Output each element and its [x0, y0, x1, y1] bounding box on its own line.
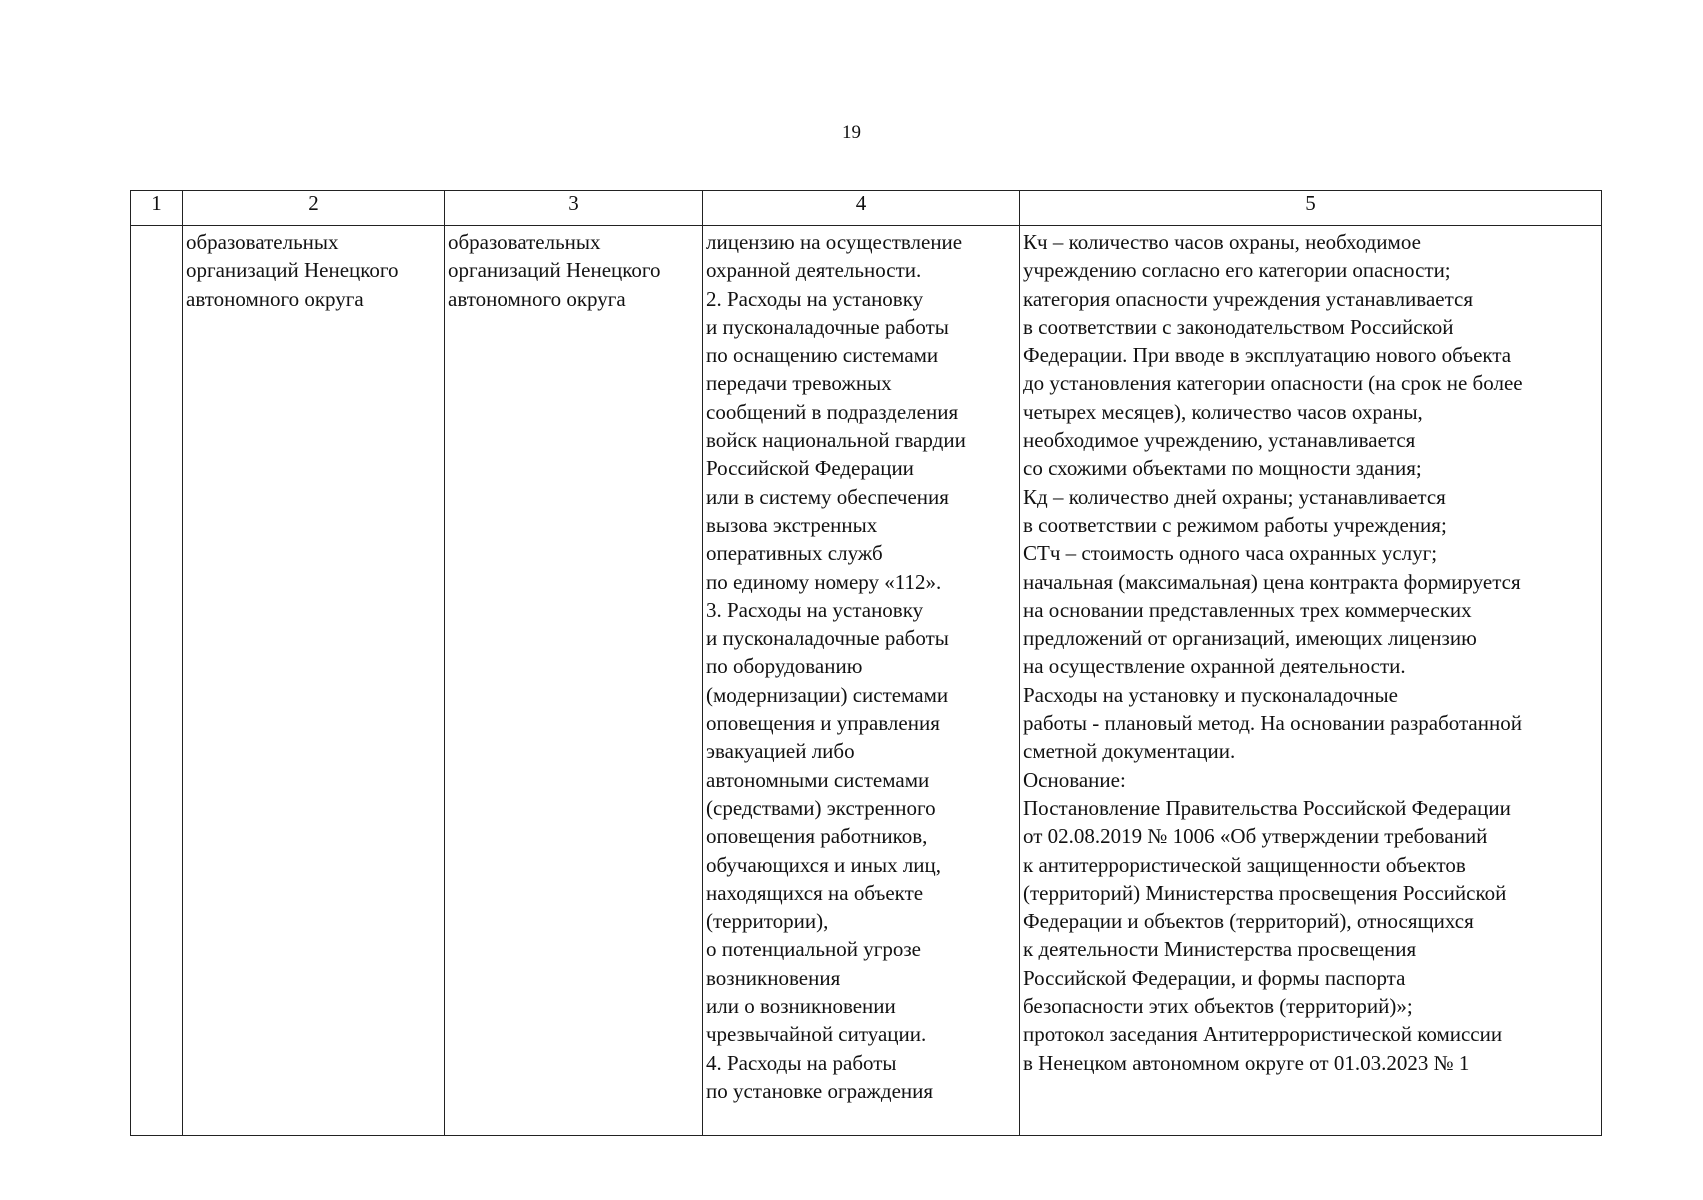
cell-text-line: СТч – стоимость одного часа охранных услуг; — [1023, 541, 1438, 566]
cell-text-line: Расходы на установку и пусконаладочные — [1023, 682, 1398, 707]
cell-text-line: безопасности этих объектов (территорий)»; — [1023, 994, 1413, 1019]
cell-text-line: передачи тревожных — [706, 371, 892, 396]
cell-text-line: или о возникновении — [706, 994, 896, 1019]
cell-text-line: сметной документации. — [1023, 739, 1236, 764]
column-header-2: 2 — [183, 191, 445, 226]
cell-text-line: организаций Ненецкого — [448, 258, 661, 283]
cell-text-line: к антитеррористической защищенности объектов — [1023, 852, 1466, 877]
cell-text-line: и пусконаладочные работы — [706, 626, 949, 651]
cell-text-line: оповещения и управления — [706, 711, 940, 736]
cell-text-line: протокол заседания Антитеррористической комиссии — [1023, 1022, 1503, 1047]
cell-text-line: оповещения работников, — [706, 824, 928, 849]
cell-text-line: начальная (максимальная) цена контракта формируется — [1023, 569, 1521, 594]
cell-text-line: организаций Ненецкого — [186, 258, 399, 283]
cell-text-line: учреждению согласно его категории опасности; — [1023, 258, 1451, 283]
table-header-row — [131, 191, 1602, 226]
cell-text-line: образовательных — [448, 230, 601, 254]
table-cell-col-1 — [131, 226, 183, 1136]
cell-text-line: Постановление Правительства Российской Федерации — [1023, 795, 1511, 820]
cell-text-line: в Ненецком автономном округе от 01.03.2023 № 1 — [1023, 1050, 1470, 1075]
cell-text-line: автономными системами — [706, 767, 930, 792]
cell-text-line: (средствами) экстренного — [706, 795, 936, 820]
cell-text-line: образовательных — [186, 230, 339, 254]
cell-text-line: и пусконаладочные работы — [706, 314, 949, 339]
cell-text-line: от 02.08.2019 № 1006 «Об утверждении требований — [1023, 824, 1488, 849]
cell-text-line: вызова экстренных — [706, 512, 878, 537]
cell-text-line: Кд – количество дней охраны; устанавливается — [1023, 484, 1446, 509]
cell-text-line: обучающихся и иных лиц, — [706, 852, 942, 877]
cell-text-line: четырех месяцев), количество часов охраны, — [1023, 399, 1423, 424]
cell-text-line: по оснащению системами — [706, 343, 939, 368]
cell-text-line: Российской Федерации, и формы паспорта — [1023, 965, 1406, 990]
cell-text-line: или в систему обеспечения — [706, 484, 949, 509]
cell-text-line: Федерации. При вводе в эксплуатацию нового объекта — [1023, 343, 1512, 368]
cell-text-line: в соответствии с режимом работы учреждения; — [1023, 512, 1447, 537]
cell-text-line: на осуществление охранной деятельности. — [1023, 654, 1406, 679]
column-header-4: 4 — [703, 191, 1020, 226]
column-header-3: 3 — [445, 191, 703, 226]
document-table — [130, 190, 1602, 1136]
cell-text-line: Российской Федерации — [706, 456, 914, 481]
cell-text-line: (территорий) Министерства просвещения Российской — [1023, 880, 1507, 905]
cell-text-line: автономного округа — [448, 286, 626, 311]
cell-text-line: по единому номеру «112». — [706, 569, 942, 594]
cell-text-line: до установления категории опасности (на срок не более — [1023, 371, 1523, 396]
table-row — [131, 226, 1602, 1136]
table-cell-col-3 — [445, 226, 703, 1136]
cell-text-line: охранной деятельности. — [706, 258, 922, 283]
page-number: 19 — [842, 122, 861, 143]
cell-text-line: эвакуацией либо — [706, 739, 855, 764]
cell-text-line: (модернизации) системами — [706, 682, 949, 707]
column-header-5: 5 — [1020, 191, 1602, 226]
cell-text-line: 2. Расходы на установку — [706, 286, 924, 311]
cell-text-line: работы - плановый метод. На основании разработанной — [1023, 711, 1522, 736]
cell-text-line: сообщений в подразделения — [706, 399, 959, 424]
cell-text-line: 4. Расходы на работы — [706, 1050, 897, 1075]
cell-text-line: к деятельности Министерства просвещения — [1023, 937, 1417, 962]
cell-text-line: по оборудованию — [706, 654, 863, 679]
table-cell-col-2 — [183, 226, 445, 1136]
cell-text-line: возникновения — [706, 965, 841, 990]
cell-text-line: Кч – количество часов охраны, необходимое — [1023, 230, 1421, 254]
cell-text-line: со схожими объектами по мощности здания; — [1023, 456, 1422, 481]
column-header-1: 1 — [131, 191, 183, 226]
cell-text-line: по установке ограждения — [706, 1078, 934, 1103]
cell-text-line: автономного округа — [186, 286, 364, 311]
table-cell-col-4 — [703, 226, 1020, 1136]
cell-text-line: необходимое учреждению, устанавливается — [1023, 428, 1416, 453]
cell-text-line: 3. Расходы на установку — [706, 597, 924, 622]
cell-text-line: (территории), — [706, 909, 829, 934]
cell-text-line: Федерации и объектов (территорий), относящихся — [1023, 909, 1474, 934]
cell-text-line: категория опасности учреждения устанавливается — [1023, 286, 1473, 311]
cell-text-line: находящихся на объекте — [706, 880, 924, 905]
cell-text-line: войск национальной гвардии — [706, 428, 966, 453]
cell-text-line: Основание: — [1023, 767, 1126, 792]
cell-text-line: чрезвычайной ситуации. — [706, 1022, 927, 1047]
table-cell-col-5 — [1020, 226, 1602, 1136]
cell-text-line: лицензию на осуществление — [706, 230, 963, 254]
cell-text-line: оперативных служб — [706, 541, 883, 566]
cell-text-line: на основании представленных трех коммерческих — [1023, 597, 1472, 622]
cell-text-line: о потенциальной угрозе — [706, 937, 921, 962]
cell-text-line: в соответствии с законодательством Российской — [1023, 314, 1454, 339]
cell-text-line: предложений от организаций, имеющих лицензию — [1023, 626, 1477, 651]
